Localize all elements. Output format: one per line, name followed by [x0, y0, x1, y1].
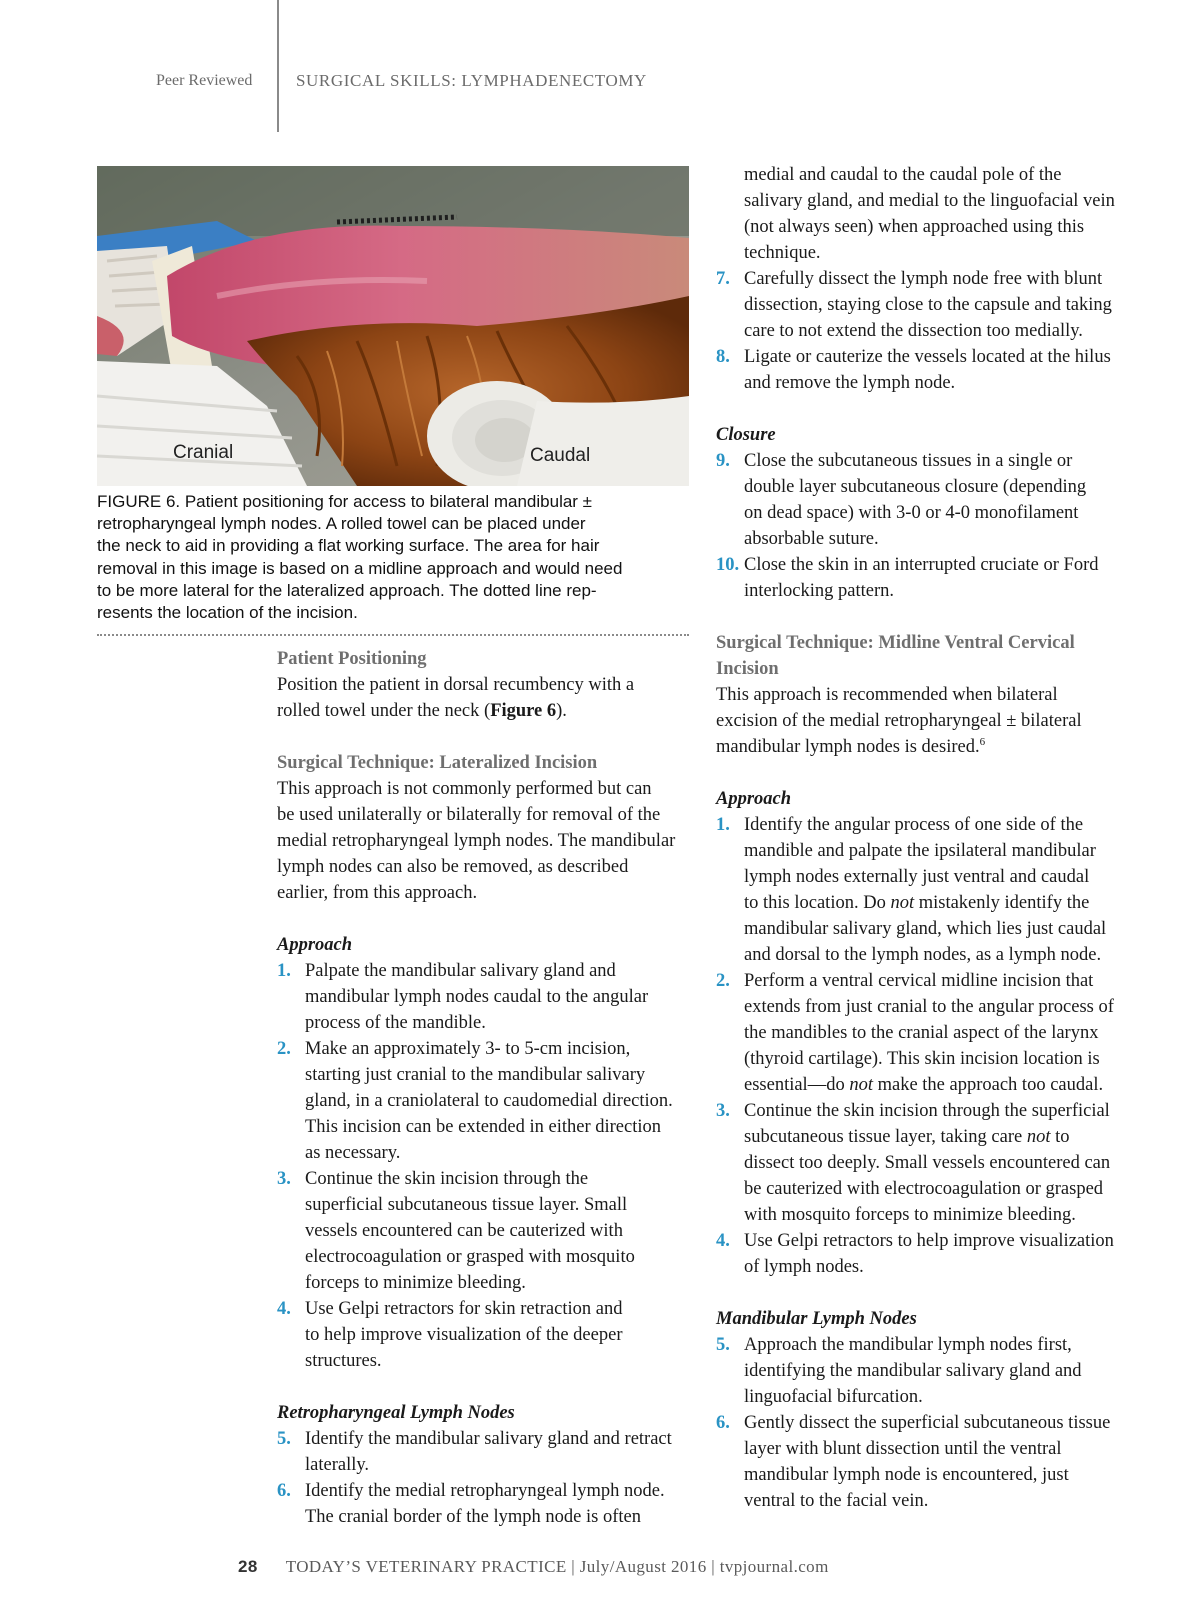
list-item: 5. Approach the mandibular lymph nodes first, identifying the mandibular salivary gland and linguofacial bifurcation.: [716, 1335, 1082, 1407]
list-item: 5. Identify the mandibular salivary gland and retract laterally.: [277, 1429, 672, 1475]
body-line: lymph nodes can also be removed, as described: [277, 857, 629, 877]
reference-superscript: 6: [979, 735, 986, 748]
page-footer: [238, 1557, 829, 1577]
body-line: earlier, from this approach.: [277, 883, 478, 903]
list-item: 1. Palpate the mandibular salivary gland and mandibular lymph nodes caudal to the angular process of the mandible.: [277, 961, 649, 1033]
list-item: 4. Use Gelpi retractors for skin retraction and to help improve visualization of the deeper structures.: [277, 1299, 623, 1371]
page-number: 28: [238, 1557, 258, 1576]
body-line: mandibular lymph nodes is desired.$^6$: [716, 735, 986, 757]
footer-text: TODAY’S VETERINARY PRACTICE | July/August 2016 | tvpjournal.com: [285, 1557, 829, 1576]
list-item-continued: medial and caudal to the caudal pole of the salivary gland, and medial to the linguofacial vein (not always seen) when approached using this technique.: [744, 165, 1115, 263]
heading-approach-midline: Approach: [716, 789, 792, 809]
list-item: 9. Close the subcutaneous tissues in a single or double layer subcutaneous closure (depending on dead space) with 3-0 or 4-0 monofilament absorbable suture.: [716, 451, 1087, 549]
heading-midline-incision: Surgical Technique: Midline Ventral Cervical: [716, 633, 1075, 653]
body-line: Position the patient in dorsal recumbency with a: [277, 675, 635, 695]
caption-line: FIGURE 6. Patient positioning for access to bilateral mandibular ±: [97, 492, 593, 511]
caption-line: removal in this image is based on a midline approach and would need: [97, 558, 623, 578]
right-column: [716, 162, 1136, 1514]
heading-lateralized-incision: Surgical Technique: Lateralized Incision: [277, 753, 598, 773]
caption-line: to be more lateral for the lateralized approach. The dotted line rep-: [97, 580, 597, 600]
heading-retropharyngeal: Retropharyngeal Lymph Nodes: [277, 1403, 515, 1423]
figure-label-caudal: Caudal: [530, 445, 591, 466]
dotted-divider: [97, 634, 689, 636]
body-line: rolled towel under the neck (Figure 6).: [277, 701, 567, 721]
list-item: 1. Identify the angular process of one side of the mandible and palpate the ipsilateral mandibular lymph nodes externally just ventral and caudal to this location. Do not mistakenly identify the mandibular salivary gland, which lies just caudal and dorsal to the lymph nodes, as a lymph node.: [716, 815, 1107, 965]
caption-line: retropharyngeal lymph nodes. A rolled towel can be placed under: [97, 514, 586, 534]
body-line: excision of the medial retropharyngeal ± bilateral: [716, 711, 1082, 731]
list-item: 3. Continue the skin incision through the superficial subcutaneous tissue layer. Small vessels encountered can be cauterized with electrocoagulation or grasped with mosquito forceps to minimize bleeding.: [277, 1169, 635, 1293]
figure-ref: Figure 6: [490, 701, 557, 721]
figure-label-cranial: Cranial: [173, 442, 234, 463]
list-item: 6. Gently dissect the superficial subcutaneous tissue layer with blunt dissection until the ventral mandibular lymph node is encountered, just ventral to the facial vein.: [716, 1413, 1111, 1511]
list-item: 6. Identify the medial retropharyngeal lymph node. The cranial border of the lymph node is often: [277, 1481, 665, 1527]
header-divider: [277, 0, 279, 132]
caption-line: the neck to aid in providing a flat working surface. The area for hair: [97, 536, 600, 556]
heading-patient-positioning: Patient Positioning: [277, 649, 427, 669]
dog-positioning-photo: [97, 166, 689, 486]
list-item: 2. Perform a ventral cervical midline incision that extends from just cranial to the angular process of the mandibles to the cranial aspect of the larynx (thyroid cartilage). This skin incision location is essential—do not make the approach too caudal.: [716, 971, 1114, 1095]
list-item: 8. Ligate or cauterize the vessels located at the hilus and remove the lymph node.: [716, 347, 1111, 393]
section-label: Peer Reviewed: [156, 72, 253, 89]
list-item: 10. Close the skin in an interrupted cruciate or Ford interlocking pattern.: [716, 555, 1099, 601]
figure-photo: [97, 166, 689, 486]
figure-caption: [97, 491, 697, 624]
list-item: 7. Carefully dissect the lymph node free with blunt dissection, staying close to the capsule and taking care to not extend the dissection too medially.: [716, 269, 1112, 341]
left-column: [277, 646, 697, 1530]
heading-closure: Closure: [716, 425, 776, 445]
body-line: be used unilaterally or bilaterally for removal of the: [277, 805, 661, 825]
list-item: 3. Continue the skin incision through the superficial subcutaneous tissue layer, taking care not to dissect too deeply. Small vessels encountered can be cauterized with electrocoagulation or grasped with mosquito forceps to minimize bleeding.: [716, 1101, 1111, 1225]
list-item: 4. Use Gelpi retractors to help improve visualization of lymph nodes.: [716, 1231, 1114, 1277]
list-item: 2. Make an approximately 3- to 5-cm incision, starting just cranial to the mandibular salivary gland, in a craniolateral to caudomedial direction. This incision can be extended in either direction as necessary.: [277, 1039, 673, 1163]
body-line: This approach is not commonly performed but can: [277, 779, 652, 799]
heading-mandibular-lymph-nodes: Mandibular Lymph Nodes: [716, 1309, 917, 1329]
caption-line: resents the location of the incision.: [97, 603, 358, 623]
heading-approach: Approach: [277, 935, 353, 955]
body-line: medial retropharyngeal lymph nodes. The mandibular: [277, 831, 676, 851]
running-title: SURGICAL SKILLS: LYMPHADENECTOMY: [296, 71, 647, 90]
heading-midline-incision-2: Incision: [716, 659, 779, 679]
body-line: This approach is recommended when bilateral: [716, 685, 1058, 705]
